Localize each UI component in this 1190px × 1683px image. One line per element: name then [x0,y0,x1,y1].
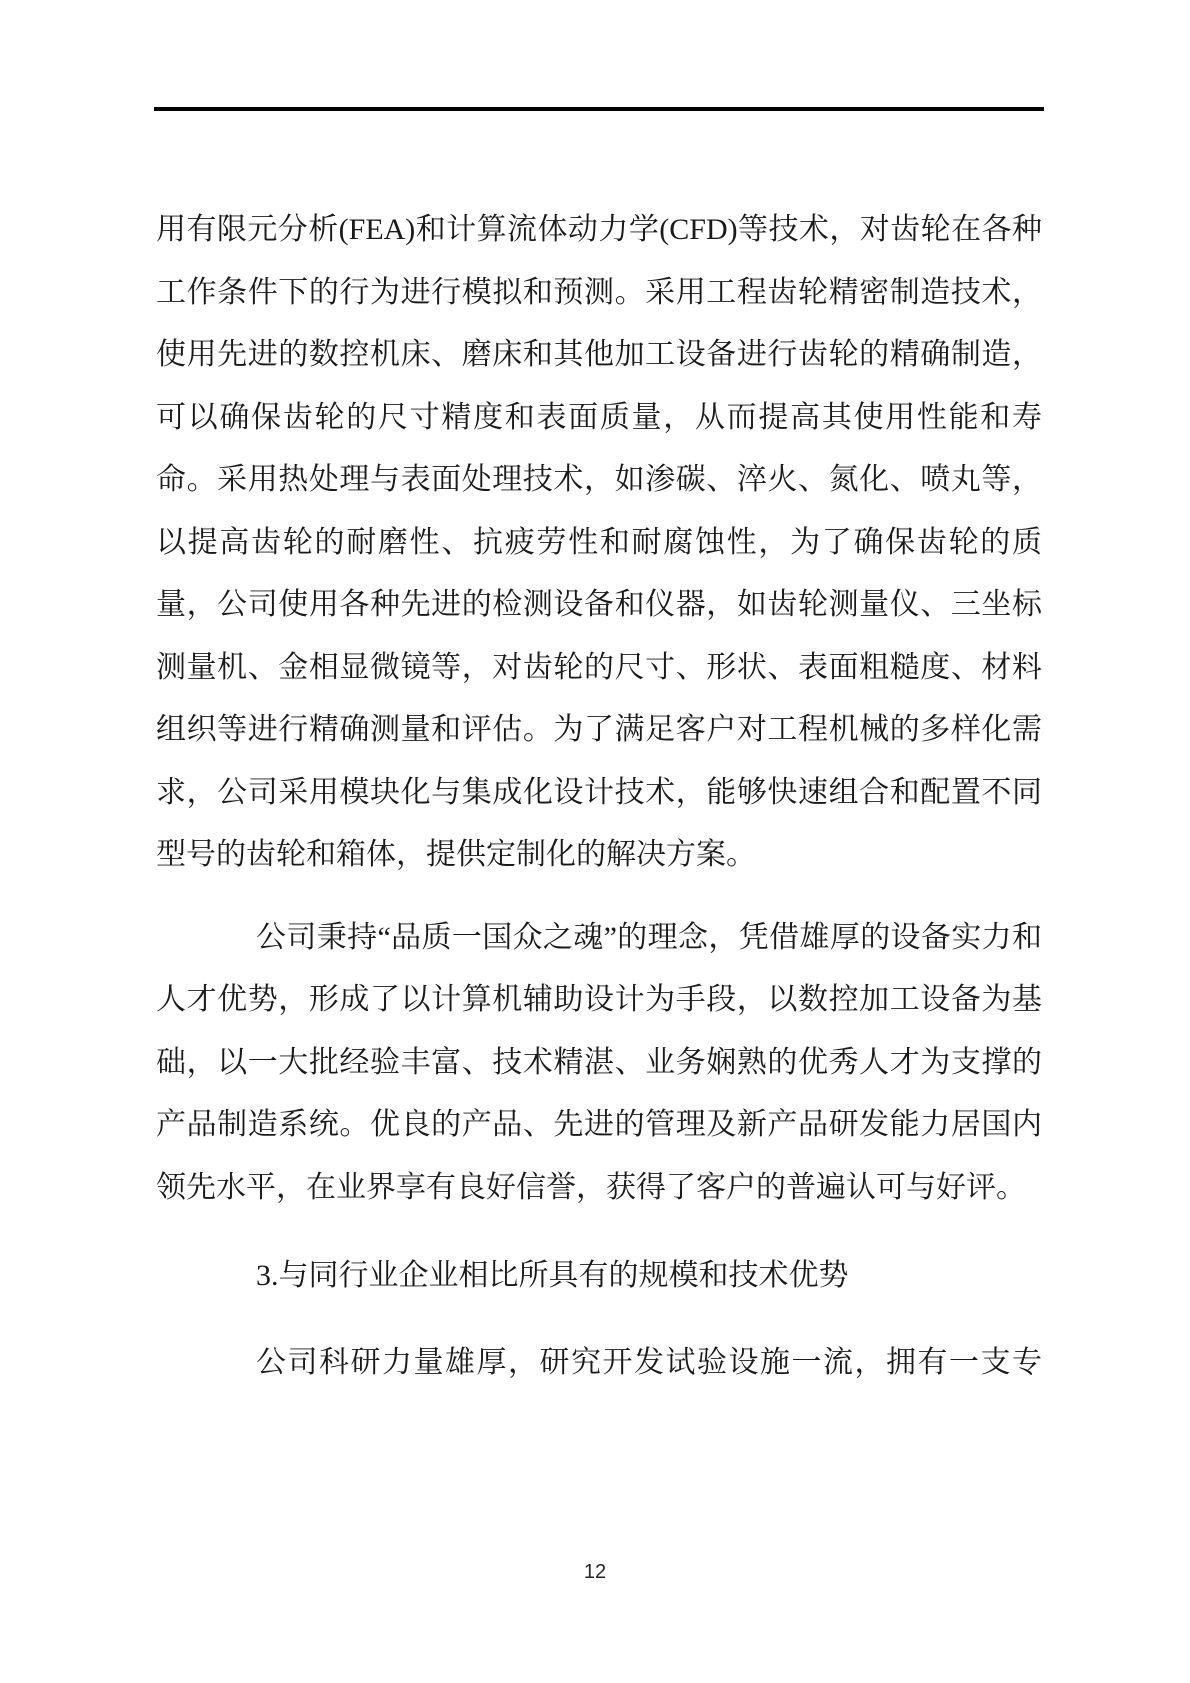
page-number: 12 [583,1561,607,1583]
header-rule [154,107,1044,111]
paragraph-2: 公司秉持“品质一国众之魂”的理念，凭借雄厚的设备实力和人才优势，形成了以计算机辅助设计为手段，以数控加工设备为基础，以一大批经验丰富、技术精湛、业务娴熟的优秀人才为支撑的产品制造系统。优良的产品、先进的管理及新产品研发能力居国内领先水平，在业界享有良好信誉，获得了客户的普遍认可与好评。 [156,920,1042,1204]
section-heading: 3.与同行业企业相比所具有的规模和技术优势 [256,1259,849,1292]
paragraph-1: 用有限元分析(FEA)和计算流体动力学(CFD)等技术，对齿轮在各种工作条件下的行为进行模拟和预测。采用工程齿轮精密制造技术，使用先进的数控机床、磨床和其他加工设备进行齿轮的精确制造，可以确保齿轮的尺寸精度和表面质量，从而提高其使用性能和寿命。采用热处理与表面处理技术，如渗碳、淬火、氮化、喷丸等，以提高齿轮的耐磨性、抗疲劳性和耐腐蚀性，为了确保齿轮的质量，公司使用各种先进的检测设备和仪器，如齿轮测量仪、三坐标测量机、金相显微镜等，对齿轮的尺寸、形状、表面粗糙度、材料组织等进行精确测量和评估。为了满足客户对工程机械的多样化需求，公司采用模块化与集成化设计技术，能够快速组合和配置不同型号的齿轮和箱体，提供定制化的解决方案。 [156,213,1042,871]
paragraph-3: 公司科研力量雄厚，研究开发试验设施一流，拥有一支专 [256,1345,1042,1379]
document-body [156,199,1042,1394]
